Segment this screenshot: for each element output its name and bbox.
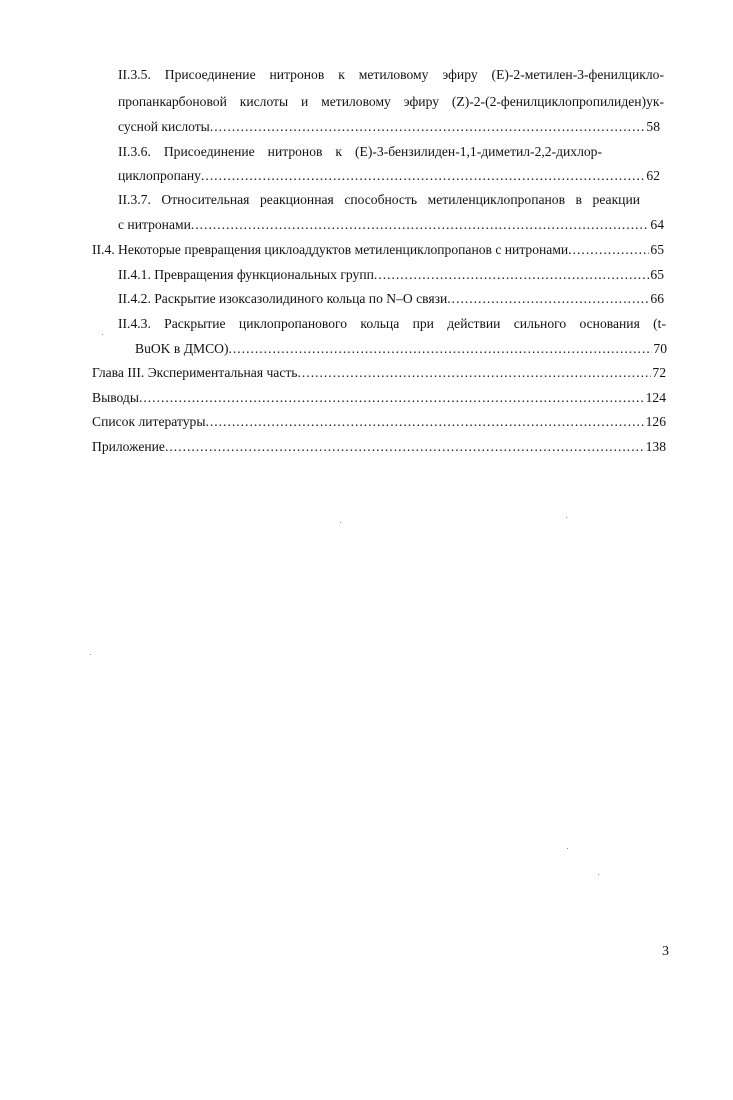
toc-entry-text: II.4.2. Раскрытие изоксазолидиного кольца по N–O связи xyxy=(118,291,448,306)
leader-dots xyxy=(201,167,645,184)
scan-speck xyxy=(598,874,599,875)
toc-page-number: 138 xyxy=(645,439,666,454)
leader-dots xyxy=(447,290,649,307)
toc-page-number: 62 xyxy=(646,168,660,183)
toc-entry-text: циклопропану xyxy=(118,168,201,183)
toc-page-number: 124 xyxy=(645,390,666,405)
toc-entry-2-4 xyxy=(92,241,664,258)
toc-entry-text: Глава III. Экспериментальная часть xyxy=(92,365,298,380)
toc-entry-text: с нитронами xyxy=(118,217,191,232)
scan-speck xyxy=(340,522,341,523)
toc-entry-appendix xyxy=(92,438,666,455)
scan-speck xyxy=(102,334,103,335)
scan-speck xyxy=(567,848,568,849)
scan-speck xyxy=(566,517,567,518)
toc-entry-2-3-5-line2: пропанкарбоновой кислоты и метиловому эфиру (Z)-2-(2-фенилциклопропилиден)ук- xyxy=(118,94,664,109)
toc-entry-chapter-3 xyxy=(92,364,666,381)
toc-entry-2-3-7-line1: II.3.7. Относительная реакционная способность метиленциклопропанов в реакции xyxy=(118,192,640,207)
toc-entry-2-3-6-line2 xyxy=(118,167,660,184)
scan-speck xyxy=(90,654,91,655)
toc-page-number: 70 xyxy=(653,341,667,356)
toc-entry-2-3-6-line1: II.3.6. Присоединение нитронов к (E)-3-бензилиден-1,1-диметил-2,2-дихлор- xyxy=(118,144,602,159)
toc-page-number: 58 xyxy=(646,119,660,134)
toc-page-number: 65 xyxy=(650,267,664,282)
toc-page-number: 66 xyxy=(650,291,664,306)
leader-dots xyxy=(228,340,652,357)
leader-dots xyxy=(191,216,650,233)
toc-entry-2-3-5-line1: II.3.5. Присоединение нитронов к метиловому эфиру (E)-2-метилен-3-фенилцикло- xyxy=(118,67,664,82)
toc-page-number: 65 xyxy=(650,242,664,257)
toc-entry-text: II.4.1. Превращения функциональных групп xyxy=(118,267,374,282)
leader-dots xyxy=(568,241,649,258)
toc-entry-2-4-2 xyxy=(118,290,664,307)
toc-entry-2-4-3-line2 xyxy=(135,340,667,357)
leader-dots xyxy=(298,364,652,381)
toc-entry-conclusions xyxy=(92,389,666,406)
toc-entry-references xyxy=(92,413,666,430)
leader-dots xyxy=(205,413,644,430)
leader-dots xyxy=(165,438,645,455)
toc-entry-2-4-3-line1: II.4.3. Раскрытие циклопропанового кольца при действии сильного основания (t- xyxy=(118,316,666,331)
toc-entry-text: сусной кислоты xyxy=(118,119,210,134)
leader-dots xyxy=(374,266,650,283)
toc-entry-text: Выводы xyxy=(92,390,139,405)
toc-page-number: 72 xyxy=(652,365,666,380)
toc-page-number: 64 xyxy=(650,217,664,232)
toc-page-number: 126 xyxy=(645,414,666,429)
toc-entry-text: BuOK в ДМСО) xyxy=(135,341,229,356)
toc-entry-2-4-1 xyxy=(118,266,664,283)
toc-entry-2-3-7-line2 xyxy=(118,216,664,233)
leader-dots xyxy=(139,389,645,406)
page-number: 3 xyxy=(662,944,669,959)
toc-entry-text: Список литературы xyxy=(92,414,206,429)
toc-entry-text: Приложение xyxy=(92,439,165,454)
toc-entry-text: II.4. Некоторые превращения циклоаддуктов метиленциклопропанов с нитронами xyxy=(92,242,569,257)
leader-dots xyxy=(210,118,646,135)
toc-entry-2-3-5-line3 xyxy=(118,118,660,135)
